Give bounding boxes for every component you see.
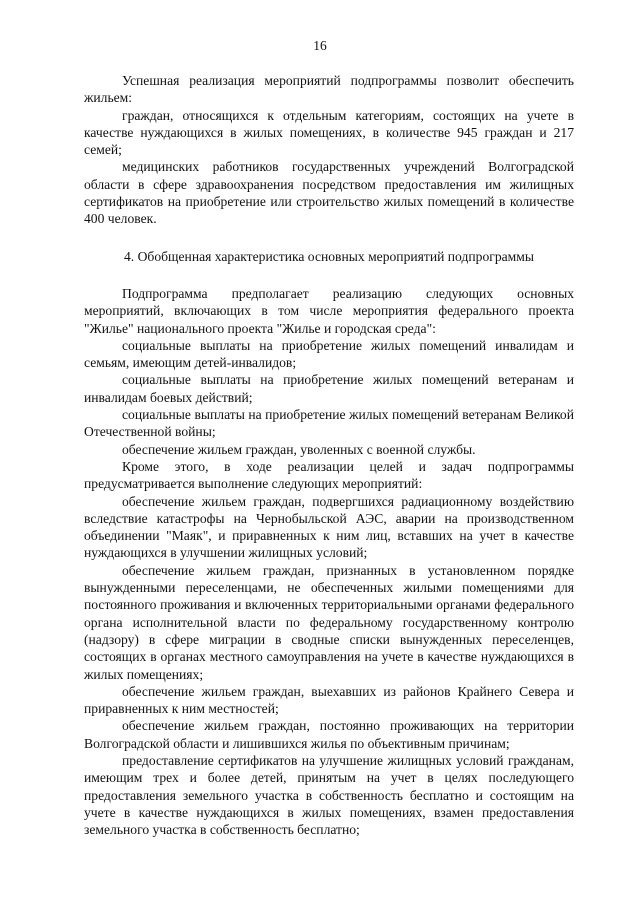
paragraph: обеспечение жильем граждан, постоянно проживающих на территории Волгоградской области и лишившихся жилья по объективным причинам;: [84, 718, 574, 751]
page-number: 16: [313, 38, 327, 53]
paragraph: обеспечение жильем граждан, признанных в установленном порядке вынужденными переселенцами, не обеспеченных жилыми помещениями для постоянного проживания и включенных территориальными органами федерального органа исполнительной власти по федеральному государственному контролю (надзору) в сфере миграции в сводные списки вынужденных переселенцев, состоящих в органах местного самоуправления на учете в качестве нуждающихся в жилых помещениях;: [84, 562, 574, 682]
section-heading: 4. Обобщенная характеристика основных мероприятий подпрограммы: [124, 248, 534, 264]
paragraph: социальные выплаты на приобретение жилых помещений инвалидам и семьям, имеющим детей-инвалидов;: [84, 337, 574, 371]
paragraph: Подпрограмма предполагает реализацию следующих основных мероприятий, включающих в том числе мероприятия федерального проекта "Жилье" национального проекта "Жилье и городская среда":: [84, 285, 574, 336]
paragraph: социальные выплаты на приобретение жилых помещений ветеранам Великой Отечественной войны;: [84, 407, 574, 440]
paragraph: социальные выплаты на приобретение жилых помещений ветеранам и инвалидам боевых действий;: [84, 372, 574, 405]
document-body: [84, 72, 574, 838]
paragraph: граждан, относящихся к отдельным категориям, состоящих на учете в качестве нуждающихся в жилых помещениях, в количестве 945 граждан и 217 семей;: [84, 107, 574, 158]
paragraph: обеспечение жильем граждан, подвергшихся радиационному воздействию вследствие катастрофы на Чернобыльской АЭС, аварии на производственном объединении "Маяк", и приравненных к ним лиц, вставших на учет в качестве нуждающихся в улучшении жилищных условий;: [84, 493, 574, 561]
paragraph: Кроме этого, в ходе реализации целей и задач подпрограммы предусматривается выполнение следующих мероприятий:: [84, 458, 574, 492]
paragraph: предоставление сертификатов на улучшение жилищных условий гражданам, имеющим трех и более детей, принятым на учет в целях последующего предоставления земельного участка в собственность бесплатно и состоящим на учете в качестве нуждающихся в жилых помещениях, взамен предоставления земельного участка в собственность бесплатно;: [84, 752, 574, 838]
paragraph: Успешная реализация мероприятий подпрограммы позволит обеспечить жильем:: [84, 73, 574, 106]
paragraph: медицинских работников государственных учреждений Волгоградской области в сфере здравоохранения посредством предоставления им жилищных сертификатов на приобретение или строительство жилых помещений в количестве 400 человек.: [84, 159, 574, 227]
paragraph: обеспечение жильем граждан, уволенных с военной службы.: [122, 441, 476, 457]
paragraph: обеспечение жильем граждан, выехавших из районов Крайнего Севера и приравненных к ним местностей;: [84, 683, 574, 717]
